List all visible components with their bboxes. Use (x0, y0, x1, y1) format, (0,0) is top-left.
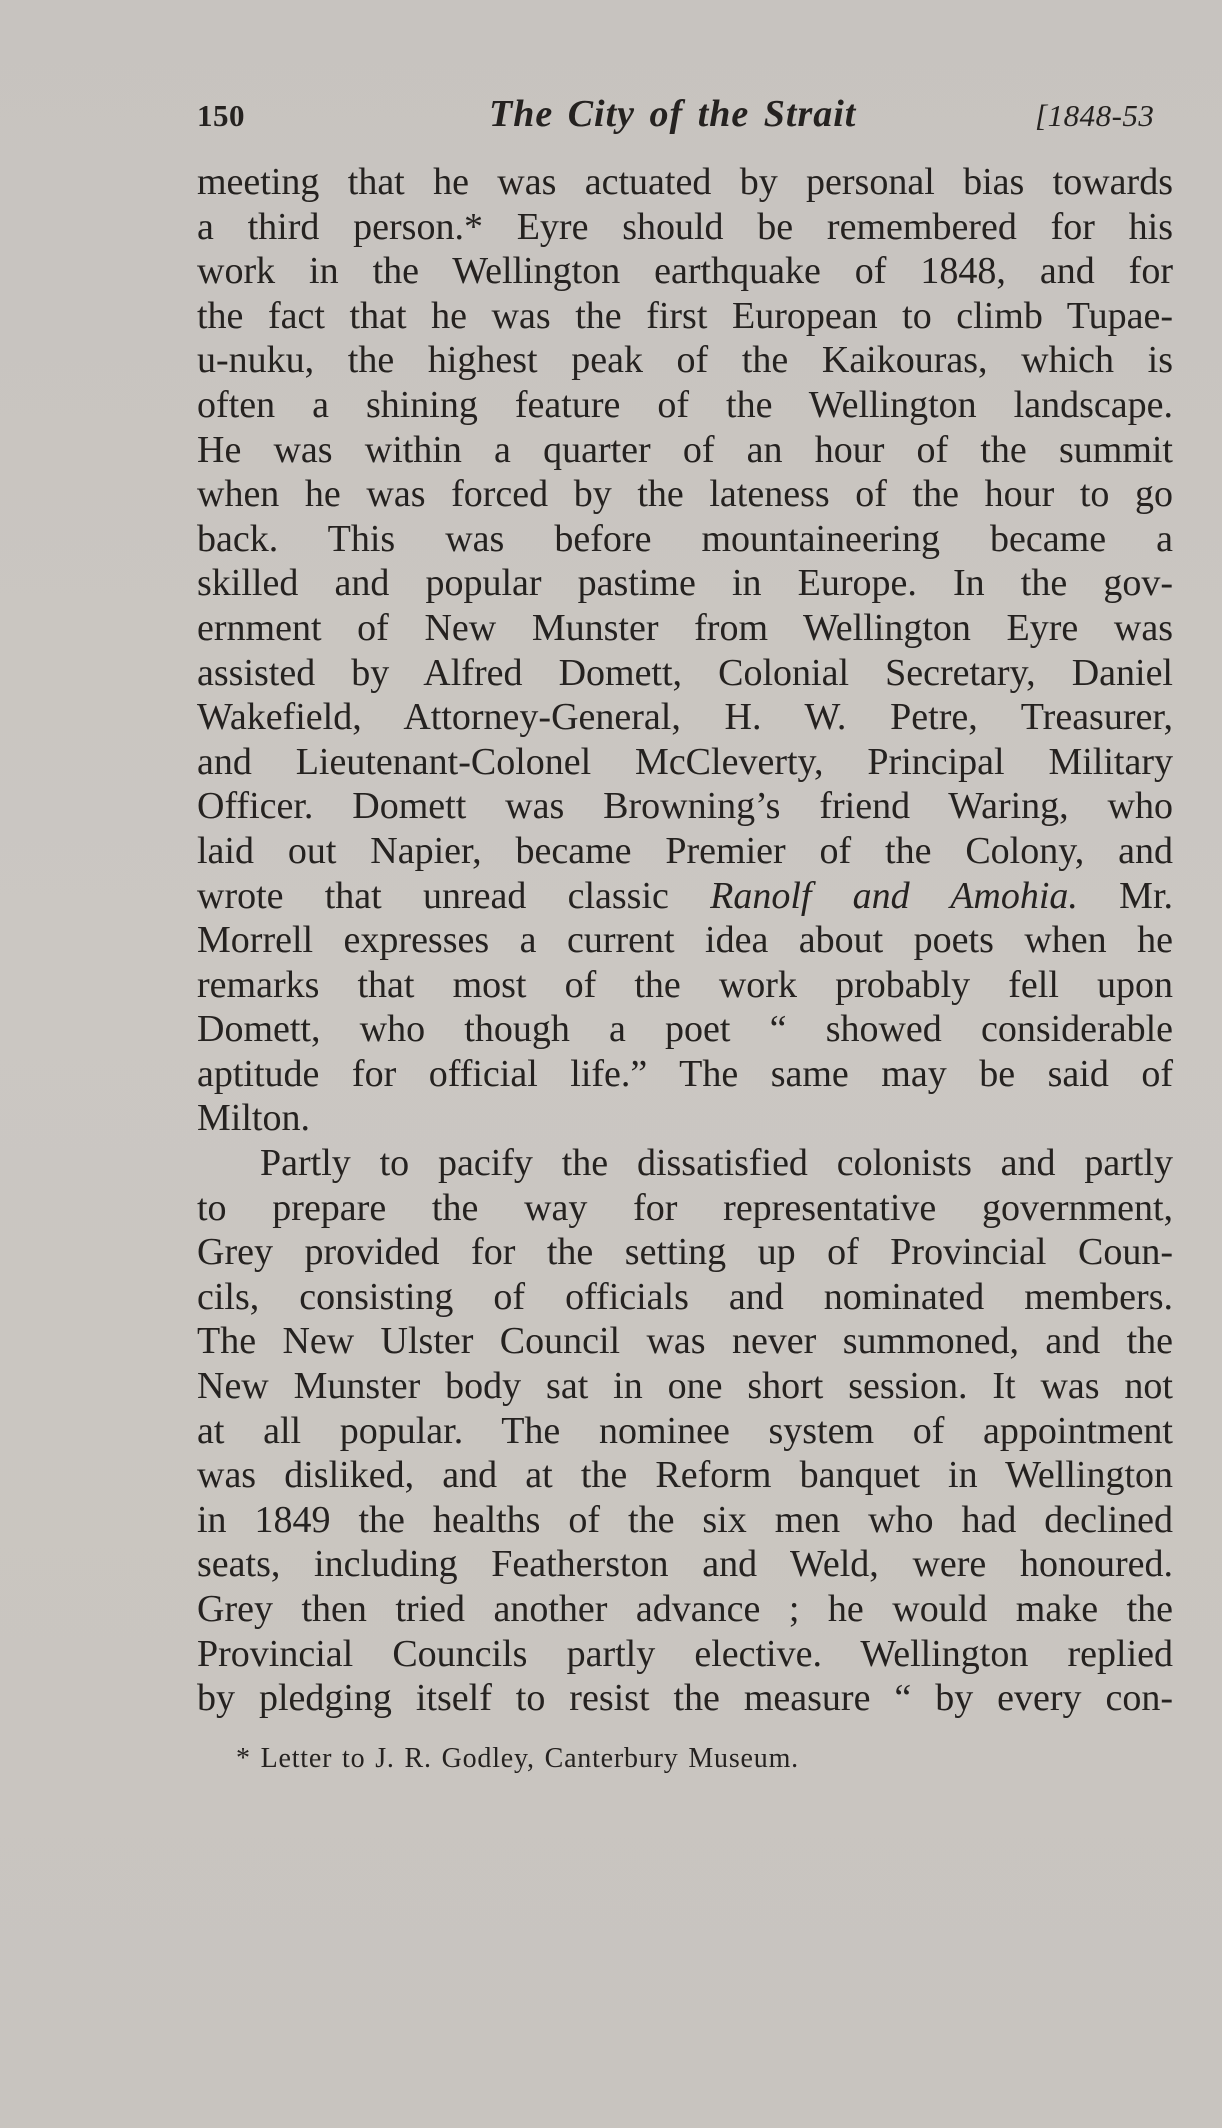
text-line: Provincial Councils partly elective. Wellington replied (197, 1632, 1173, 1675)
text-line: meeting that he was actuated by personal bias towards (197, 161, 1173, 203)
text-line: The New Ulster Council was never summoned, and the (197, 1320, 1173, 1363)
text-line-end: Mr. (1119, 874, 1174, 917)
italic-book-title: Ranolf and Amohia. (710, 874, 1078, 917)
text-line: aptitude for official life.” The same may be said of (197, 1052, 1173, 1095)
text-line: seats, including Featherston and Weld, were honoured. (197, 1543, 1173, 1586)
text-line: skilled and popular pastime in Europe. In the gov- (197, 562, 1173, 605)
text-line: remarks that most of the work probably fell upon (197, 963, 1173, 1006)
text-line: Wakefield, Attorney-General, H. W. Petre, Treasurer, (197, 696, 1173, 739)
running-head (197, 92, 1177, 148)
text-line: laid out Napier, became Premier of the Colony, and (197, 829, 1173, 872)
text-line-start: wrote that unread classic (197, 874, 669, 917)
text-line: He was within a quarter of an hour of the summit (197, 428, 1173, 471)
text-line: a third person.* Eyre should be remembered for his (197, 205, 1173, 248)
text-line: work in the Wellington earthquake of 1848, and for (197, 250, 1173, 293)
text-line: at all popular. The nominee system of appointment (197, 1409, 1173, 1452)
text-line: Officer. Domett was Browning’s friend Waring, who (197, 785, 1173, 828)
text-line: when he was forced by the lateness of the hour to go (197, 473, 1173, 516)
text-line-with-italic-title (197, 874, 1173, 919)
text-line: u-nuku, the highest peak of the Kaikouras, which is (197, 339, 1173, 382)
text-line: New Munster body sat in one short session. It was not (197, 1365, 1173, 1408)
text-line: often a shining feature of the Wellington landscape. (197, 383, 1173, 426)
text-line: back. This was before mountaineering became a (197, 517, 1173, 560)
running-title: The City of the Strait (489, 93, 857, 135)
text-line: to prepare the way for representative government, (197, 1186, 1173, 1229)
paragraph-end-line: Milton. (197, 1097, 310, 1140)
text-line: Grey then tried another advance ; he would make the (197, 1588, 1173, 1630)
footnote: * Letter to J. R. Godley, Canterbury Museum. (236, 1743, 799, 1774)
text-line: Domett, who though a poet “ showed considerable (197, 1008, 1173, 1051)
text-line: by pledging itself to resist the measure “ by every con- (197, 1677, 1173, 1720)
text-line: assisted by Alfred Domett, Colonial Secretary, Daniel (197, 651, 1173, 694)
text-line: Morrell expresses a current idea about poets when he (197, 919, 1173, 962)
text-line: cils, consisting of officials and nominated members. (197, 1275, 1173, 1318)
text-line: Grey provided for the setting up of Provincial Coun- (197, 1231, 1173, 1274)
running-date-range: [1848-53 (1035, 98, 1155, 133)
paragraph-start-line: Partly to pacify the dissatisfied colonists and partly (260, 1142, 1173, 1185)
text-line: in 1849 the healths of the six men who had declined (197, 1498, 1173, 1541)
text-line: ernment of New Munster from Wellington Eyre was (197, 606, 1173, 649)
body-text (197, 160, 1173, 1721)
text-line: was disliked, and at the Reform banquet in Wellington (197, 1454, 1173, 1497)
text-line: and Lieutenant-Colonel McCleverty, Principal Military (197, 740, 1173, 783)
page-number: 150 (197, 98, 245, 133)
text-line: the fact that he was the first European to climb Tupae- (197, 294, 1173, 337)
